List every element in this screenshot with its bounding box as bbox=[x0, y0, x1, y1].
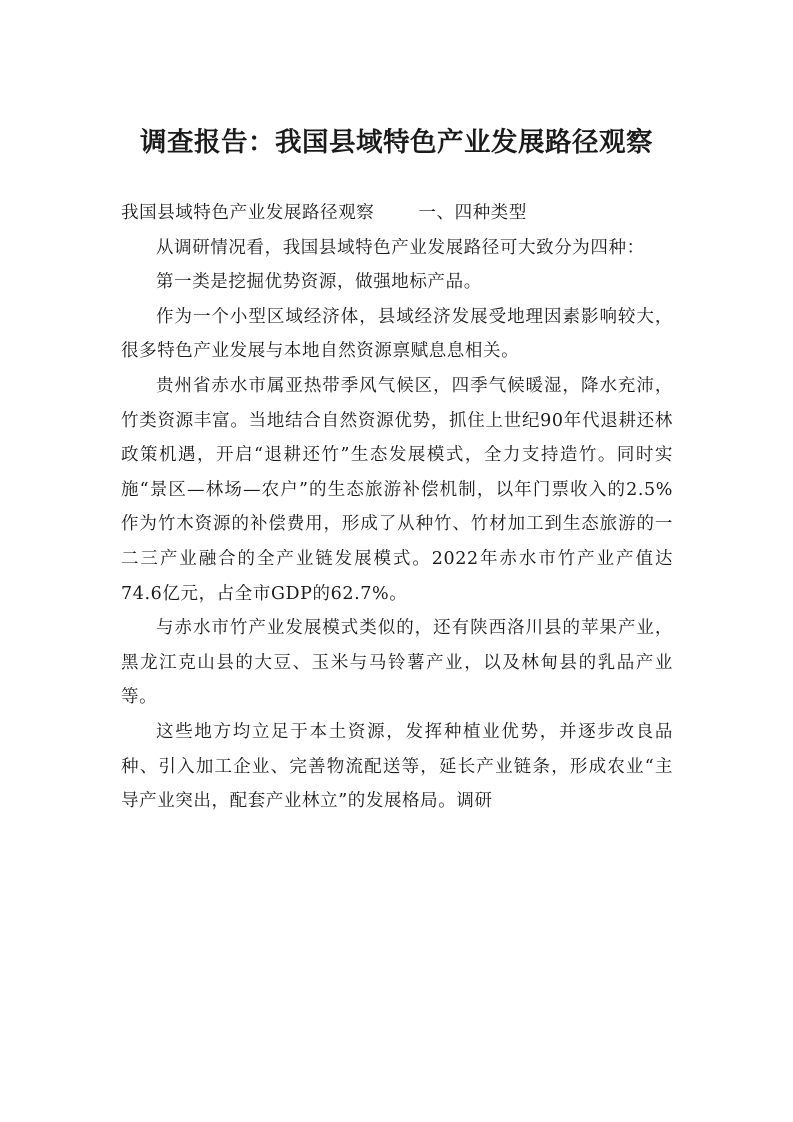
document-subtitle: 我国县域特色产业发展路径观察 bbox=[121, 203, 375, 223]
paragraph: 与赤水市竹产业发展模式类似的，还有陕西洛川县的苹果产业，黑龙江克山县的大豆、玉米与马铃薯产业，以及林甸县的乳品产业等。 bbox=[121, 618, 673, 708]
subtitle-line bbox=[121, 196, 673, 231]
document-body bbox=[121, 196, 673, 819]
paragraph: 从调研情况看，我国县域特色产业发展路径可大致分为四种： bbox=[156, 237, 645, 258]
section-heading: 一、四种类型 bbox=[418, 203, 528, 223]
paragraph: 第一类是挖掘优势资源，做强地标产品。 bbox=[156, 272, 482, 293]
paragraph: 这些地方均立足于本土资源，发挥种植业优势，并逐步改良品种、引入加工企业、完善物流配送等，延长产业链条，形成农业“主导产业突出，配套产业林立”的发展格局。调研 bbox=[121, 721, 673, 812]
paragraph: 贵州省赤水市属亚热带季风气候区，四季气候暖湿，降水充沛，竹类资源丰富。当地结合自然资源优势，抓住上世纪90年代退耕还林政策机遇，开启“退耕还竹”生态发展模式，全力支持造竹。同时实施“景区—林场—农户”的生态旅游补偿机制，以年门票收入的2.5%作为竹木资源的补偿费用，形成了从种竹、竹材加工到生态旅游的一二三产业融合的全产业链发展模式。2022年赤水市竹产业产值达74.6亿元，占全市GDP的62.7%。 bbox=[121, 375, 673, 604]
paragraph: 作为一个小型区域经济体，县域经济发展受地理因素影响较大，很多特色产业发展与本地自然资源禀赋息息相关。 bbox=[121, 306, 673, 362]
document-title: 调查报告：我国县域特色产业发展路径观察 bbox=[140, 127, 653, 158]
